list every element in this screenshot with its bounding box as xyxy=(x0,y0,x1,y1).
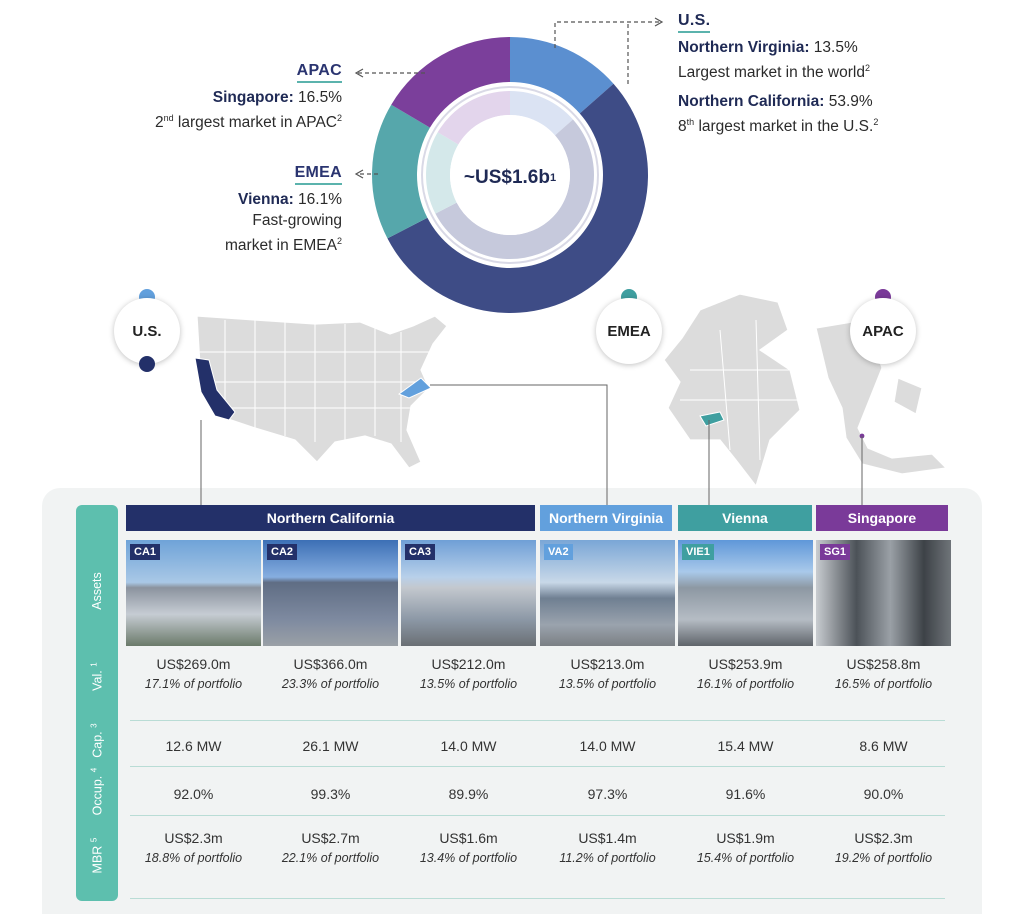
region-apac-label: APAC xyxy=(850,298,916,364)
region-emea-label: EMEA xyxy=(596,298,662,364)
header-singapore: Singapore xyxy=(816,505,948,531)
row-divider xyxy=(130,815,945,816)
val-va2: US$213.0m 13.5% of portfolio xyxy=(558,656,657,691)
callout-us-nca: Northern California: 53.9% xyxy=(678,93,873,111)
callout-emea-desc1: Fast-growing xyxy=(252,212,342,229)
row-label-assets: Assets xyxy=(90,572,104,610)
row-label-cap: Cap. $^3$ xyxy=(89,723,105,758)
region-us-label: U.S. xyxy=(114,298,180,364)
asset-photo-sg1 xyxy=(816,540,951,646)
val-vie1: US$253.9m 16.1% of portfolio xyxy=(696,656,795,691)
donut-center-total: ~US$1.6b 1 xyxy=(463,167,557,188)
callout-emea-title: EMEA xyxy=(295,164,342,185)
occ-ca3: 89.9% xyxy=(448,786,489,802)
cap-ca2: 26.1 MW xyxy=(302,738,359,754)
mbr-ca1: US$2.3m 18.8% of portfolio xyxy=(144,830,243,865)
cap-ca1: 12.6 MW xyxy=(165,738,222,754)
row-label-val: Val. $^1$ xyxy=(89,662,105,691)
callout-apac-desc: 2nd largest market in APAC$^2$ xyxy=(154,113,342,132)
mbr-ca2: US$2.7m 22.1% of portfolio xyxy=(281,830,380,865)
header-northern-california: Northern California xyxy=(126,505,535,531)
mbr-vie1: US$1.9m 15.4% of portfolio xyxy=(696,830,795,865)
val-ca1: US$269.0m 17.1% of portfolio xyxy=(144,656,243,691)
asset-photo-ca2 xyxy=(263,540,398,646)
callout-apac-title: APAC xyxy=(297,62,342,83)
mbr-va2: US$1.4m 11.2% of portfolio xyxy=(559,830,656,865)
asset-photo-ca1 xyxy=(126,540,261,646)
cap-va2: 14.0 MW xyxy=(579,738,636,754)
occ-ca1: 92.0% xyxy=(173,786,214,802)
callout-emea-vie: Vienna: 16.1% xyxy=(238,191,342,208)
callout-us-title: U.S. xyxy=(678,12,710,33)
mbr-ca3: US$1.6m 13.4% of portfolio xyxy=(419,830,518,865)
header-vienna: Vienna xyxy=(678,505,812,531)
asset-tag-ca2: CA2 xyxy=(267,544,297,560)
row-label-mbr: MBR $^5$ xyxy=(89,837,105,874)
callout-emea-desc2: market in EMEA$^2$ xyxy=(225,236,342,255)
row-divider xyxy=(130,766,945,767)
val-sg1: US$258.8m 16.5% of portfolio xyxy=(834,656,933,691)
val-ca3: US$212.0m 13.5% of portfolio xyxy=(419,656,518,691)
occ-sg1: 90.0% xyxy=(863,786,904,802)
occ-ca2: 99.3% xyxy=(310,786,351,802)
occ-va2: 97.3% xyxy=(587,786,628,802)
asset-photo-ca3 xyxy=(401,540,536,646)
callout-apac-sg: Singapore: 16.5% xyxy=(212,89,342,106)
asset-tag-ca3: CA3 xyxy=(405,544,435,560)
asset-photo-va2 xyxy=(540,540,675,646)
cap-vie1: 15.4 MW xyxy=(717,738,774,754)
row-label-occ: Occup. $^4$ xyxy=(89,767,105,816)
asset-photo-vie1 xyxy=(678,540,813,646)
occ-vie1: 91.6% xyxy=(725,786,766,802)
asset-tag-sg1: SG1 xyxy=(820,544,850,560)
asset-tag-ca1: CA1 xyxy=(130,544,160,560)
callout-us-nva: Northern Virginia: 13.5% xyxy=(678,39,858,56)
row-divider xyxy=(130,898,945,899)
asset-tag-va2: VA2 xyxy=(544,544,573,560)
cap-ca3: 14.0 MW xyxy=(440,738,497,754)
val-ca2: US$366.0m 23.3% of portfolio xyxy=(281,656,380,691)
row-divider xyxy=(130,720,945,721)
callout-us-nca-desc: 8th largest market in the U.S.$^2$ xyxy=(678,117,879,136)
header-northern-virginia: Northern Virginia xyxy=(540,505,672,531)
mbr-sg1: US$2.3m 19.2% of portfolio xyxy=(834,830,933,865)
callout-us-nva-desc: Largest market in the world$^2$ xyxy=(678,63,870,82)
asset-tag-vie1: VIE1 xyxy=(682,544,714,560)
cap-sg1: 8.6 MW xyxy=(859,738,908,754)
